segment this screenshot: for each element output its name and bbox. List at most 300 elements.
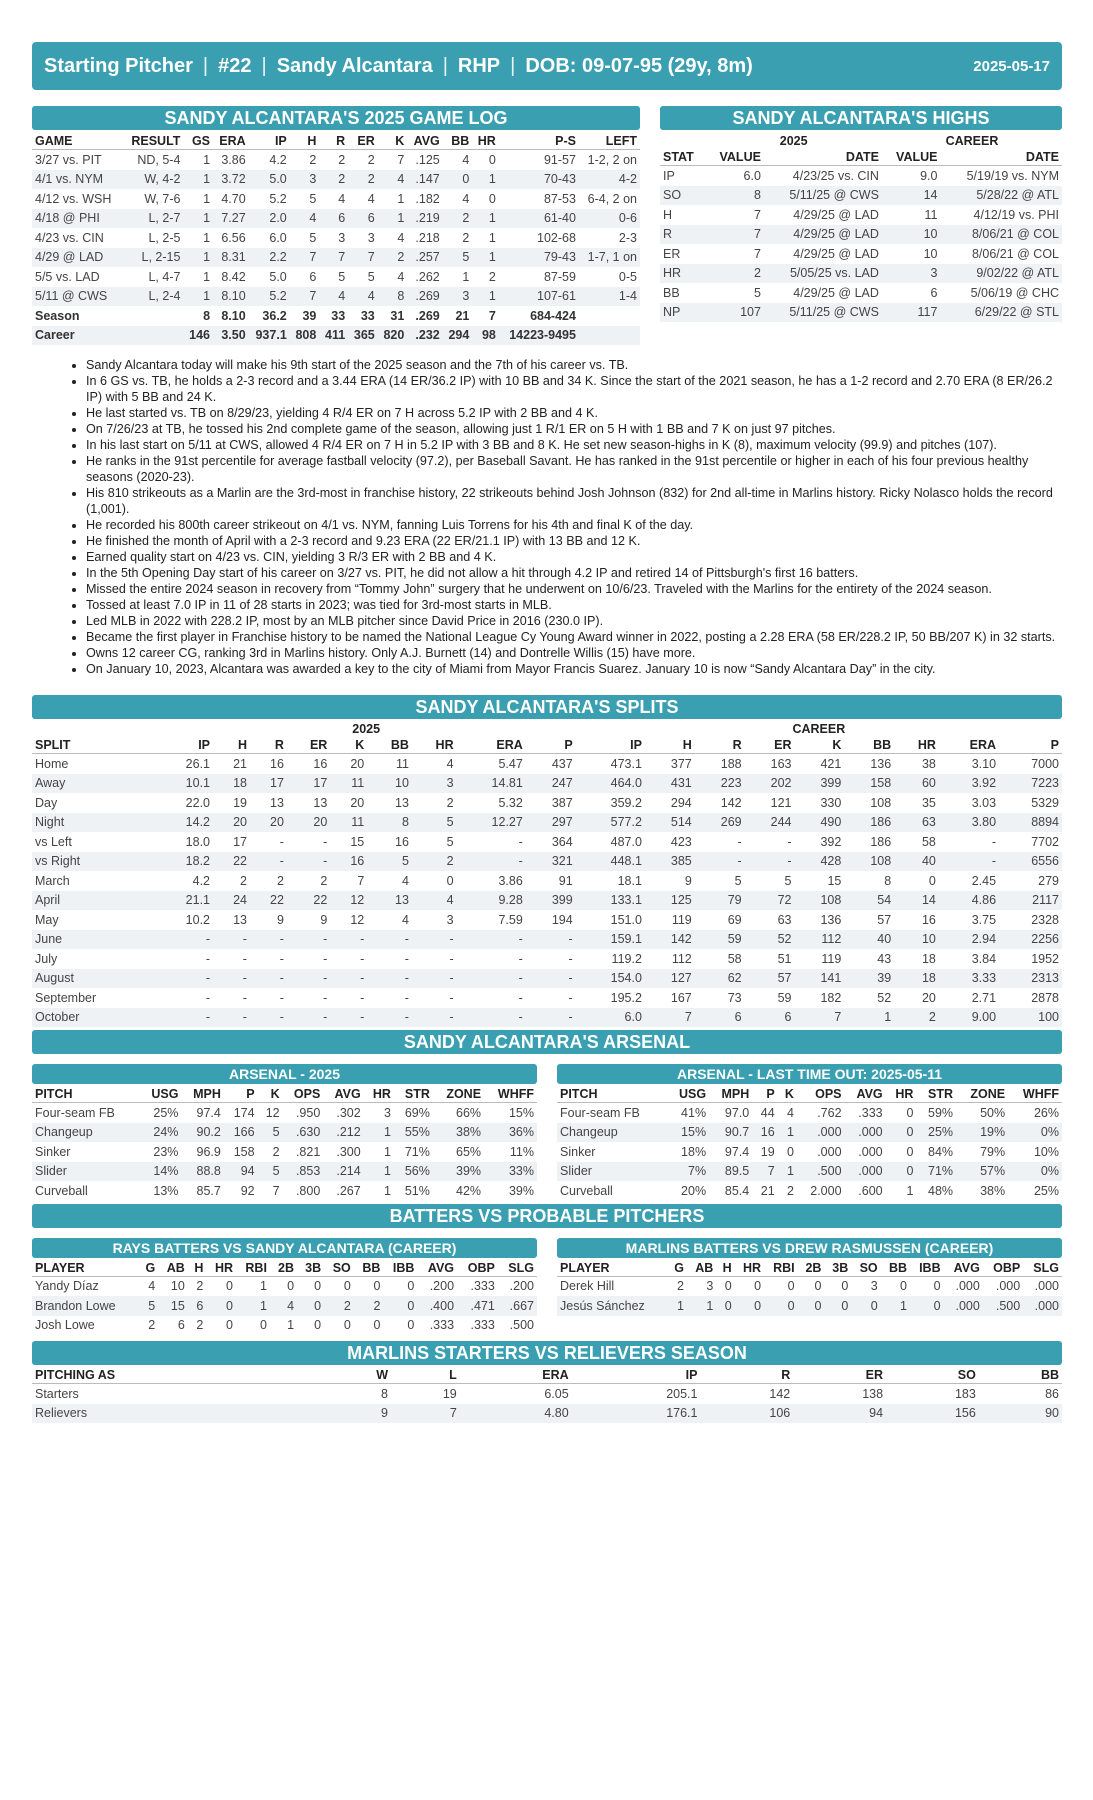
starters-title: MARLINS STARTERS VS RELIEVERS SEASON (32, 1341, 1062, 1365)
table-cell: 20% (681, 1183, 707, 1198)
table-cell: - (330, 1008, 367, 1028)
table-cell: - (412, 1008, 457, 1028)
table-row (32, 871, 1062, 891)
table-cell: 0 (343, 1318, 351, 1333)
column-header: AVG (407, 133, 442, 150)
table-cell: 4/29/25 @ LAD (764, 225, 882, 245)
table-cell: 43 (877, 951, 892, 966)
table-cell: 19 (233, 795, 247, 810)
table-cell: 1 (881, 1296, 910, 1316)
table-cell: Four-seam FB (35, 1105, 115, 1120)
table-cell: W, 7-6 (144, 191, 181, 206)
table-cell: 4 (462, 191, 470, 206)
table-cell: 21 (233, 756, 247, 771)
table-cell: 4 (290, 209, 320, 229)
column-header: AVG (845, 1086, 886, 1103)
column-header: WHFF (484, 1086, 537, 1103)
table-cell: .200 (429, 1279, 455, 1294)
table-cell: 6-4, 2 on (587, 191, 637, 206)
table-cell: .821 (295, 1144, 321, 1159)
column-header: PITCHING AS (32, 1367, 329, 1384)
table-cell: 87-53 (543, 191, 576, 206)
table-cell: 808 (290, 326, 320, 346)
table-cell: 3 (706, 1279, 714, 1294)
table-cell: 8 (381, 1386, 388, 1401)
table-cell: 3 (870, 1279, 878, 1294)
table-cell: Sinker (560, 1144, 596, 1159)
column-header: R (250, 737, 287, 754)
table-cell: 5.0 (269, 269, 287, 284)
table-cell: 10 (894, 930, 939, 950)
table-cell: Yandy Díaz (35, 1279, 99, 1294)
table-cell (123, 306, 184, 326)
table-row (32, 1404, 1062, 1424)
table-cell: 5/19/19 vs. NYM (966, 168, 1059, 183)
note-item: • Became the first player in Franchise history to be named the National League Cy Young Award winner in 2022, posting a 2.28 ERA (58 ER/228.2 IP, 50 BB/207 K) in 32 starts. (86, 629, 1062, 645)
arsenal-section (32, 1030, 1062, 1201)
column-header: IP (576, 737, 645, 754)
column-header: SLG (498, 1260, 537, 1277)
table-cell: 5 (412, 813, 457, 833)
table-cell: 2 (196, 1279, 204, 1294)
table-cell: 5.2 (269, 191, 287, 206)
table-cell: - (287, 852, 330, 872)
table-cell: 1 (203, 152, 211, 167)
table-cell: .000 (1034, 1279, 1059, 1294)
table-cell: ER (663, 246, 681, 261)
table-cell: .200 (509, 1279, 534, 1294)
column-header: AB (158, 1260, 188, 1277)
note-item: • Led MLB in 2022 with 228.2 IP, most by an MLB pitcher since David Price in 2016 (230.0 IP). (86, 613, 1062, 629)
table-cell: 10% (1033, 1144, 1059, 1159)
table-cell: 0 (764, 1296, 798, 1316)
table-cell: 90 (979, 1404, 1062, 1424)
table-cell: 6.0 (269, 230, 287, 245)
table-cell: 1 (472, 287, 499, 307)
table-cell: June (32, 930, 157, 950)
table-cell: 87-59 (543, 269, 576, 284)
table-cell: .853 (283, 1162, 324, 1182)
table-cell: 4 (401, 912, 409, 927)
table-cell: .000 (858, 1144, 883, 1159)
table-cell: 7 (348, 248, 378, 268)
column-header: GS (183, 133, 213, 150)
table-cell: .600 (858, 1183, 883, 1198)
table-cell: 3.80 (939, 813, 999, 833)
table-cell: 1 (383, 1183, 391, 1198)
column-header: SO (851, 1260, 880, 1277)
table-cell: 0 (383, 1296, 417, 1316)
table-cell: Home (35, 756, 69, 771)
table-cell: 102-68 (537, 230, 576, 245)
table-cell: 2 (462, 230, 470, 245)
table-cell: 10 (882, 225, 941, 245)
table-cell: 61-40 (499, 209, 579, 229)
table-cell: .500 (509, 1318, 534, 1333)
table-cell: 5 (734, 873, 742, 888)
table-cell: .000 (955, 1279, 980, 1294)
column-header: 3B (297, 1260, 324, 1277)
bvp-title: BATTERS VS PROBABLE PITCHERS (32, 1204, 1062, 1228)
table-cell: 1 (844, 1008, 894, 1028)
table-cell: 21 (760, 1183, 775, 1198)
table-cell: 7 (753, 246, 761, 261)
table-cell: 244 (745, 813, 795, 833)
table-cell: 36.2 (262, 308, 287, 323)
column-header: PLAYER (557, 1260, 668, 1277)
column-header: K (778, 1086, 797, 1103)
table-cell: .000 (797, 1123, 845, 1143)
table-cell: Relievers (32, 1404, 329, 1424)
table-cell: 684-424 (530, 308, 576, 323)
table-cell: 1 (383, 1144, 391, 1159)
table-cell: 0 (928, 873, 936, 888)
table-cell: 4/29 @ LAD (32, 248, 123, 268)
splits-group-career: CAREER (792, 722, 846, 736)
table-cell: 1 (778, 1162, 797, 1182)
table-cell: 2 (446, 795, 454, 810)
table-cell: 9.0 (920, 168, 938, 183)
table-cell: - (323, 990, 328, 1005)
table-cell: 1 (364, 1162, 394, 1182)
table-cell: 3 (367, 230, 375, 245)
column-header: 2B (270, 1260, 297, 1277)
table-cell: 52 (745, 930, 795, 950)
table-cell: .257 (407, 248, 442, 268)
table-cell: 3 (338, 230, 346, 245)
table-cell: 5 (784, 873, 792, 888)
table-cell: - (279, 951, 284, 966)
table-cell: 1-7, 1 on (579, 248, 640, 268)
table-cell: 4 (397, 230, 405, 245)
table-cell: 4 (401, 873, 409, 888)
table-row (32, 852, 1062, 872)
splits-group-2025: 2025 (352, 722, 381, 736)
table-cell: - (457, 1008, 526, 1028)
column-header: ERA (939, 737, 999, 754)
table-cell: 23% (153, 1144, 179, 1159)
table-cell: 359.2 (610, 795, 642, 810)
table-cell: 399 (526, 891, 576, 911)
table-cell: .000 (1023, 1296, 1062, 1316)
table-cell: 0 (373, 1318, 381, 1333)
table-cell: Sinker (35, 1144, 71, 1159)
table-cell: L, 4-7 (148, 269, 181, 284)
table-cell: 2 (240, 873, 247, 888)
column-header: ER (745, 737, 795, 754)
table-cell: 0 (886, 1162, 917, 1182)
table-cell: 3.33 (939, 969, 999, 989)
table-cell: 182 (820, 990, 842, 1005)
table-cell: H (663, 207, 673, 222)
table-cell: 5/28/22 @ ATL (940, 186, 1062, 206)
table-cell: 0 (906, 1144, 914, 1159)
table-cell: 7.59 (498, 912, 523, 927)
table-cell: 3.10 (971, 756, 997, 771)
table-cell: 16 (395, 834, 409, 849)
table-cell: 5 (258, 1123, 283, 1143)
table-cell: 364 (551, 834, 573, 849)
table-cell: .262 (415, 269, 440, 284)
table-cell: 11 (924, 207, 938, 222)
table-cell: 1 (364, 1123, 394, 1143)
column-header: P-S (499, 133, 579, 150)
table-cell: 1 (183, 209, 213, 229)
column-header: OPS (797, 1086, 845, 1103)
table-cell: 2 (348, 170, 378, 190)
table-cell: 7 (319, 248, 348, 268)
column-header: BB (443, 133, 473, 150)
table-cell: 4 (446, 756, 454, 771)
column-header: L (391, 1367, 460, 1384)
table-cell: 2.45 (971, 873, 997, 888)
table-cell: 0 (886, 1123, 917, 1143)
table-cell: - (250, 1008, 287, 1028)
table-cell: 13 (233, 912, 247, 927)
table-cell: 2 (338, 152, 346, 167)
table-cell: 5/5 vs. LAD (35, 269, 100, 284)
table-cell: 2.94 (939, 930, 999, 950)
table-cell: 91 (558, 873, 573, 888)
table-cell: 20 (350, 756, 365, 771)
table-cell: - (404, 990, 409, 1005)
table-cell: - (287, 969, 330, 989)
table-cell: 151.0 (610, 912, 642, 927)
table-cell: 411 (319, 326, 348, 346)
table-row (32, 1296, 537, 1316)
table-cell: 0 (314, 1279, 322, 1294)
table-cell: 490 (794, 813, 844, 833)
table-cell: 3.50 (213, 326, 249, 346)
table-cell: 15% (508, 1105, 534, 1120)
table-cell: - (526, 969, 576, 989)
column-header: K (378, 133, 408, 150)
table-cell: Curveball (560, 1183, 613, 1198)
table-cell: - (250, 930, 287, 950)
table-cell: 127 (645, 969, 695, 989)
column-header: 2B (798, 1260, 825, 1277)
header-banner: Starting Pitcher | #22 | Sandy Alcantara | RHP | DOB: 09-07-95 (29y, 8m) 2025-05-17 (32, 42, 1062, 90)
table-row (32, 1142, 537, 1162)
table-cell: 4.2 (269, 152, 287, 167)
table-cell: 40 (894, 852, 939, 872)
table-cell: .212 (323, 1123, 363, 1143)
table-cell: 2 (319, 170, 348, 190)
table-row (32, 988, 1062, 1008)
table-cell: .500 (797, 1162, 845, 1182)
table-cell: 79-43 (499, 248, 579, 268)
table-cell: 4/29/25 @ LAD (793, 207, 879, 222)
table-cell: 138 (862, 1386, 884, 1401)
table-cell: 44 (760, 1105, 775, 1120)
table-cell: 428 (794, 852, 844, 872)
table-cell: 89.5 (709, 1162, 752, 1182)
table-cell: Night (32, 813, 157, 833)
table-row (32, 1123, 537, 1143)
table-cell: Season (35, 308, 80, 323)
table-cell: 15 (827, 873, 842, 888)
table-cell: 2328 (1031, 912, 1059, 927)
bvp-rays-table (32, 1260, 537, 1336)
table-cell: 136 (820, 912, 842, 927)
table-cell: 6 (348, 209, 378, 229)
table-cell: 16 (270, 756, 284, 771)
table-row (32, 793, 1062, 813)
table-cell: - (205, 990, 211, 1005)
table-cell: 26% (1033, 1105, 1059, 1120)
table-cell: 22.0 (185, 795, 211, 810)
table-cell: 10 (923, 246, 938, 261)
table-cell: .400 (417, 1296, 457, 1316)
table-cell: .125 (415, 152, 440, 167)
table-cell: 0 (407, 1318, 415, 1333)
table-row (32, 1316, 537, 1336)
table-cell: 8/06/21 @ COL (971, 246, 1059, 261)
table-cell: 5 (367, 852, 412, 872)
table-cell: - (250, 969, 287, 989)
table-cell: 9.28 (457, 891, 526, 911)
table-cell: 159.1 (576, 930, 645, 950)
table-cell: 6 (188, 1296, 207, 1316)
table-cell: 96.9 (196, 1144, 221, 1159)
table-row (32, 1008, 1062, 1028)
table-cell: 25% (1033, 1183, 1059, 1198)
table-cell: 4 (397, 269, 405, 284)
column-header: BB (844, 737, 894, 754)
table-cell: NP (660, 303, 705, 323)
table-row (557, 1142, 1062, 1162)
table-cell: 58 (921, 834, 936, 849)
table-cell: 7223 (999, 774, 1062, 794)
table-cell: - (991, 834, 997, 849)
column-header: SPLIT (32, 737, 157, 754)
column-header: OBP (983, 1260, 1023, 1277)
table-cell: 174 (233, 1105, 255, 1120)
table-cell: 72 (745, 891, 795, 911)
table-cell: 9 (329, 1404, 391, 1424)
arsenal-season-title: ARSENAL - 2025 (32, 1064, 537, 1084)
table-cell: 431 (645, 774, 695, 794)
note-item: • Tossed at least 7.0 IP in 11 of 28 starts in 2023; was tied for 3rd-most starts in MLB. (86, 597, 1062, 613)
column-header: BB (354, 1260, 384, 1277)
table-cell: 125 (645, 891, 695, 911)
column-header: USG (140, 1086, 182, 1103)
table-cell: vs Right (32, 852, 157, 872)
table-cell: Starters (35, 1386, 79, 1401)
table-cell: 18.0 (185, 834, 211, 849)
table-cell: 48% (928, 1183, 954, 1198)
table-cell: 1 (203, 230, 211, 245)
bvp-rays-title: RAYS BATTERS VS SANDY ALCANTARA (CAREER) (32, 1238, 537, 1258)
table-cell: 3/27 vs. PIT (35, 152, 102, 167)
table-cell: 90.2 (181, 1123, 223, 1143)
bvp-section (32, 1204, 1062, 1336)
table-row (32, 1276, 537, 1296)
table-cell: 31 (390, 308, 405, 323)
table-cell: 6 (177, 1318, 185, 1333)
table-cell (579, 306, 640, 326)
table-cell: 4 (148, 1279, 156, 1294)
pitcher-name: Sandy Alcantara (276, 54, 433, 77)
table-cell: - (412, 930, 457, 950)
table-cell: .000 (944, 1296, 983, 1316)
table-cell: 7 (391, 1404, 460, 1424)
table-cell: 94 (224, 1162, 258, 1182)
column-header: ER (793, 1367, 886, 1384)
table-cell: 13 (313, 795, 328, 810)
table-cell: 10 (367, 774, 412, 794)
table-cell: 13% (153, 1183, 179, 1198)
table-cell: - (279, 990, 284, 1005)
table-cell: - (205, 951, 211, 966)
table-cell: 7702 (1031, 834, 1059, 849)
table-cell: 19% (956, 1123, 1008, 1143)
column-header: LEFT (579, 133, 640, 150)
table-cell: 19 (442, 1386, 457, 1401)
table-cell: 112 (794, 930, 844, 950)
table-cell: - (213, 969, 250, 989)
table-cell: .000 (845, 1162, 886, 1182)
table-cell: 4 (270, 1296, 297, 1316)
table-cell: .950 (295, 1105, 321, 1120)
table-cell: 2 (705, 264, 764, 284)
table-cell: - (360, 990, 365, 1005)
column-header: W (329, 1367, 391, 1384)
table-cell: 0 (373, 1279, 381, 1294)
table-cell: 12.27 (457, 813, 526, 833)
table-cell: 176.1 (572, 1404, 701, 1424)
table-cell: 3.75 (971, 912, 997, 927)
table-cell: 5/11/25 @ CWS (764, 186, 882, 206)
table-row (32, 1162, 537, 1182)
table-cell: 4/23/25 vs. CIN (792, 168, 879, 183)
table-cell: 69% (404, 1105, 430, 1120)
table-cell: - (279, 834, 284, 849)
column-header: VALUE (705, 149, 764, 166)
table-cell: 10.2 (185, 912, 211, 927)
table-cell: 7 (705, 225, 764, 245)
table-cell: 2-3 (618, 230, 637, 245)
table-cell: 39 (302, 308, 317, 323)
table-cell: 9/02/22 @ ATL (940, 264, 1062, 284)
table-cell: 108 (844, 852, 894, 872)
table-cell: 3.03 (971, 795, 997, 810)
table-cell: - (695, 852, 745, 872)
table-cell: 14 (894, 891, 939, 911)
column-header: HR (886, 1086, 917, 1103)
table-cell: 7 (645, 1008, 695, 1028)
table-cell: 5 (139, 1296, 158, 1316)
table-cell: .630 (283, 1123, 324, 1143)
table-cell: 0 (446, 873, 454, 888)
table-cell: 1 (183, 287, 213, 307)
table-cell: 22 (213, 852, 250, 872)
table-row (32, 248, 640, 268)
table-cell: 1 (472, 170, 499, 190)
table-cell: 11 (395, 756, 409, 771)
column-header: R (700, 1367, 793, 1384)
highs-title: SANDY ALCANTARA'S HIGHS (660, 106, 1062, 130)
table-cell: 5 (367, 269, 375, 284)
column-header: K (794, 737, 844, 754)
table-cell: 7 (397, 152, 405, 167)
table-cell: 8894 (999, 813, 1062, 833)
table-cell: 0 (841, 1279, 849, 1294)
table-cell: 0 (933, 1279, 941, 1294)
table-cell: 6.05 (544, 1386, 569, 1401)
column-header: DATE (764, 149, 882, 166)
table-cell: Day (35, 795, 58, 810)
